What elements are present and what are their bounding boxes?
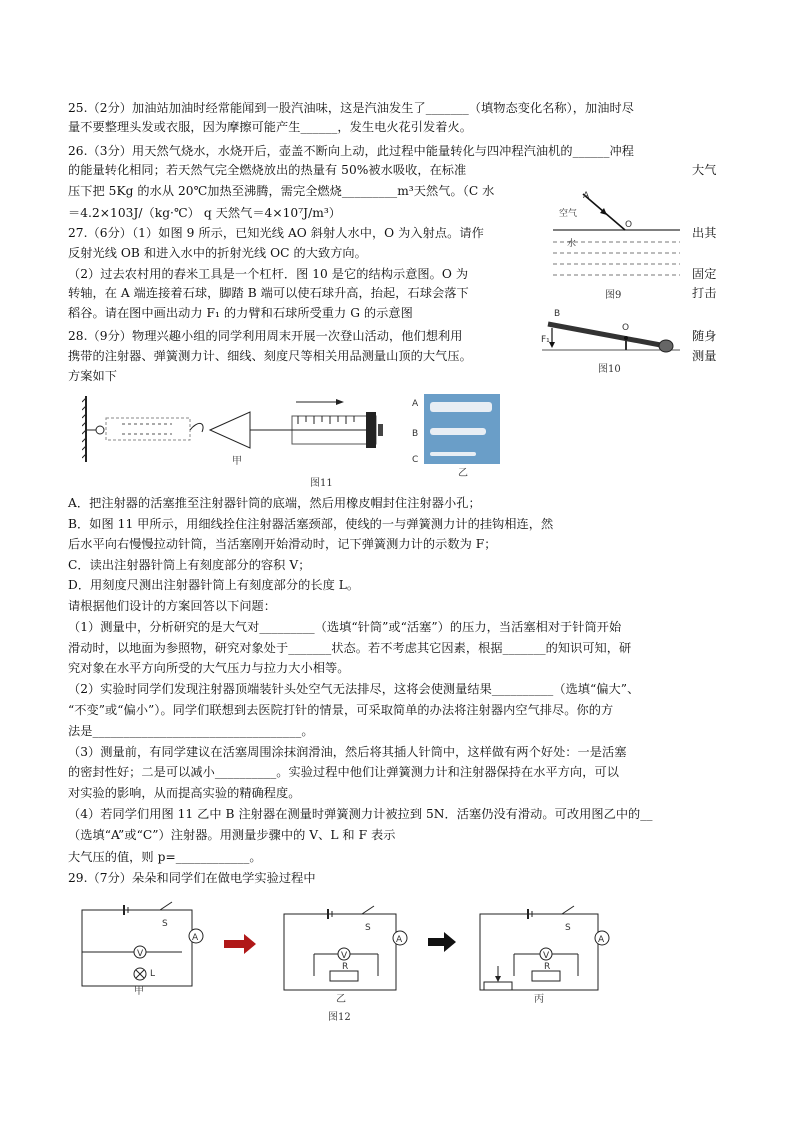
fig12-jia-l: L	[150, 969, 156, 979]
q25-line1: 25.（2分）加油站加油时经常能闻到一股汽油味，这是汽油发生了_______（填物态变化名称），加油时尽	[68, 101, 634, 115]
fig11-label-b: B	[412, 429, 419, 439]
q28-step-c: C．读出注射器针筒上有刻度部分的容积 V；	[68, 558, 311, 572]
q28-1-line1: （1）测量中，分析研究的是大气对_________（选填“针筒”或“活塞”）的压力，当活塞相对于针筒开始	[68, 620, 622, 634]
fig11-caption: 图11	[310, 478, 333, 489]
fig12-jia-s: S	[162, 919, 168, 929]
q28-2-line1: （2）实验时同学们发现注射器顶端装针头处空气无法排尽，这将会使测量结果__________（选填“偏大”、	[68, 682, 640, 696]
q25-line2: 量不要整理头发或衣服，因为摩擦可能产生______，发生电火花引发着火。	[68, 120, 472, 134]
fig10-label-o: O	[622, 323, 630, 333]
fig9-label-air: 空气	[559, 209, 578, 219]
side-word-4: 打击	[692, 286, 717, 300]
q28-line1: 28.（9分）物理兴趣小组的同学利用周末开展一次登山活动，他们想利用	[68, 329, 463, 343]
q26-line4: ＝4.2×103J/（kg·℃） q 天然气＝4×10⁷J/m³）	[68, 206, 342, 220]
fig11-label-yi: 乙	[458, 468, 468, 479]
arrow-2	[428, 932, 456, 952]
q28-2-line2: “不变”或“偏小”）。同学们联想到去医院打针的情景，可采取简单的办法将注射器内空气排尽。你的方	[68, 703, 614, 717]
q27-line4: 转轴，在 A 端连接着石球，脚踏 B 端可以使石球升高，抬起，石球会落下	[68, 286, 469, 300]
q28-1-line2: 滑动时，以地面为参照物，研究对象处于_______状态。若不考虑其它因素，根据_______的知识可知，研	[68, 641, 632, 655]
fig12-yi-r: R	[342, 962, 349, 972]
figure-10-lever	[540, 302, 690, 380]
q27-line3: （2）过去农村用的舂米工具是一个杠杆．图 10 是它的结构示意图。O 为	[68, 267, 469, 281]
side-word-2: 出其	[692, 226, 717, 240]
fig10-caption: 图10	[598, 364, 621, 375]
circuit-yi	[284, 906, 407, 990]
q28-step-b2: 后水平向右慢慢拉动针筒，当活塞刚开始滑动时，记下弹簧测力计的示数为 F；	[68, 537, 497, 551]
q27-line1: 27.（6分）（1）如图 9 所示，已知光线 AO 斜射人水中，O 为入射点。请作	[68, 226, 484, 240]
fig11-label-a: A	[412, 399, 419, 409]
side-word-1: 大气	[692, 163, 717, 177]
fig12-caption: 图12	[328, 1012, 351, 1023]
q28-line3: 方案如下	[68, 369, 117, 383]
fig12-bing: 丙	[534, 994, 544, 1005]
fig12-bing-v: V	[543, 951, 550, 961]
q28-2-line3: 法是__________________________________。	[68, 724, 314, 738]
q28-4-line1: （4）若同学们用图 11 乙中 B 注射器在测量时弹簧测力计被拉到 5N．活塞仍没有滑动。可改用图乙中的__	[68, 807, 653, 821]
q26-line1: 26.（3分）用天然气烧水，水烧开后，壶盖不断向上动，此过程中能量转化与四冲程汽油机的______冲程	[68, 144, 634, 158]
q29-line1: 29.（7分）朵朵和同学们在做电学实验过程中	[68, 871, 316, 885]
fig12-yi-v: V	[341, 951, 348, 961]
fig11-label-jia: 甲	[232, 456, 242, 467]
fig10-label-b: B	[554, 309, 561, 319]
fig12-bing-a: A	[598, 935, 605, 945]
figure-12-circuits	[78, 896, 618, 1024]
q28-step-a: A．把注射器的活塞推至注射器针筒的底端，然后用橡皮帽封住注射器小孔；	[68, 496, 481, 510]
figure-9-refraction	[545, 180, 685, 300]
side-word-3: 固定	[692, 267, 717, 281]
q28-step-d: D．用刻度尺测出注射器针筒上有刻度部分的长度 L。	[68, 578, 360, 592]
fig12-yi-a: A	[396, 935, 403, 945]
q28-3-line2: 的密封性好；二是可以减小__________。实验过程中他们让弹簧测力计和注射器保持在水平方向，可以	[68, 765, 619, 779]
q28-3-line1: （3）测量前，有同学建议在活塞周围涂抹润滑油，然后将其插人针筒中，这样做有两个好处：一是活塞	[68, 745, 627, 759]
fig12-bing-r: R	[544, 962, 551, 972]
q26-line3: 压下把 5Kg 的水从 20℃加热至沸腾，需完全燃烧_________m³天然气。（C 水	[68, 184, 495, 198]
fig9-label-o: O	[625, 220, 633, 230]
fig12-jia-a: A	[192, 933, 199, 943]
q26-line2: 的能量转化相同；若天然气完全燃烧放出的热量有 50%被水吸收，在标准	[68, 163, 467, 177]
q27-line5: 稻谷。请在图中画出动力 F₁ 的力臂和石球所受重力 G 的示意图	[68, 306, 413, 320]
fig12-jia: 甲	[134, 986, 144, 997]
q28-step-b1: B．如图 11 甲所示，用细线拴住注射器活塞颈部，使线的一与弹簧测力计的挂钩相连，然	[68, 517, 554, 531]
fig9-label-a: A	[583, 191, 590, 201]
q28-4-line2: （选填“A”或“C”）注射器。用测量步骤中的 V、L 和 F 表示	[68, 828, 396, 842]
figure-11-syringe	[82, 390, 502, 490]
q27-line2: 反射光线 OB 和进入水中的折射光线 OC 的大致方向。	[68, 246, 367, 260]
q28-3-line3: 对实验的影响，从而提高实验的精确程度。	[68, 786, 301, 800]
q28-4-line3: 大气压的值，则 p=____________。	[68, 850, 262, 864]
fig10-label-f1: F₁	[541, 335, 550, 345]
fig9-caption: 图9	[605, 290, 622, 300]
q28-1-line3: 究对象在水平方向所受的大气压力与拉力大小相等。	[68, 661, 350, 675]
fig9-label-water: 水	[567, 239, 577, 249]
fig12-yi-s: S	[365, 923, 371, 933]
arrow-1	[224, 934, 256, 954]
q28-prompt: 请根据他们设计的方案回答以下问题：	[68, 599, 277, 613]
fig12-bing-s: S	[565, 923, 571, 933]
fig11-label-c: C	[412, 455, 419, 465]
side-word-5: 随身	[692, 329, 717, 343]
q28-line2: 携带的注射器、弹簧测力计、细线、刻度尺等相关用品测量山顶的大气压。	[68, 349, 472, 363]
side-word-6: 测量	[692, 349, 717, 363]
fig12-jia-v: V	[137, 949, 144, 959]
circuit-jia	[82, 902, 203, 986]
fig12-yi: 乙	[336, 994, 346, 1005]
